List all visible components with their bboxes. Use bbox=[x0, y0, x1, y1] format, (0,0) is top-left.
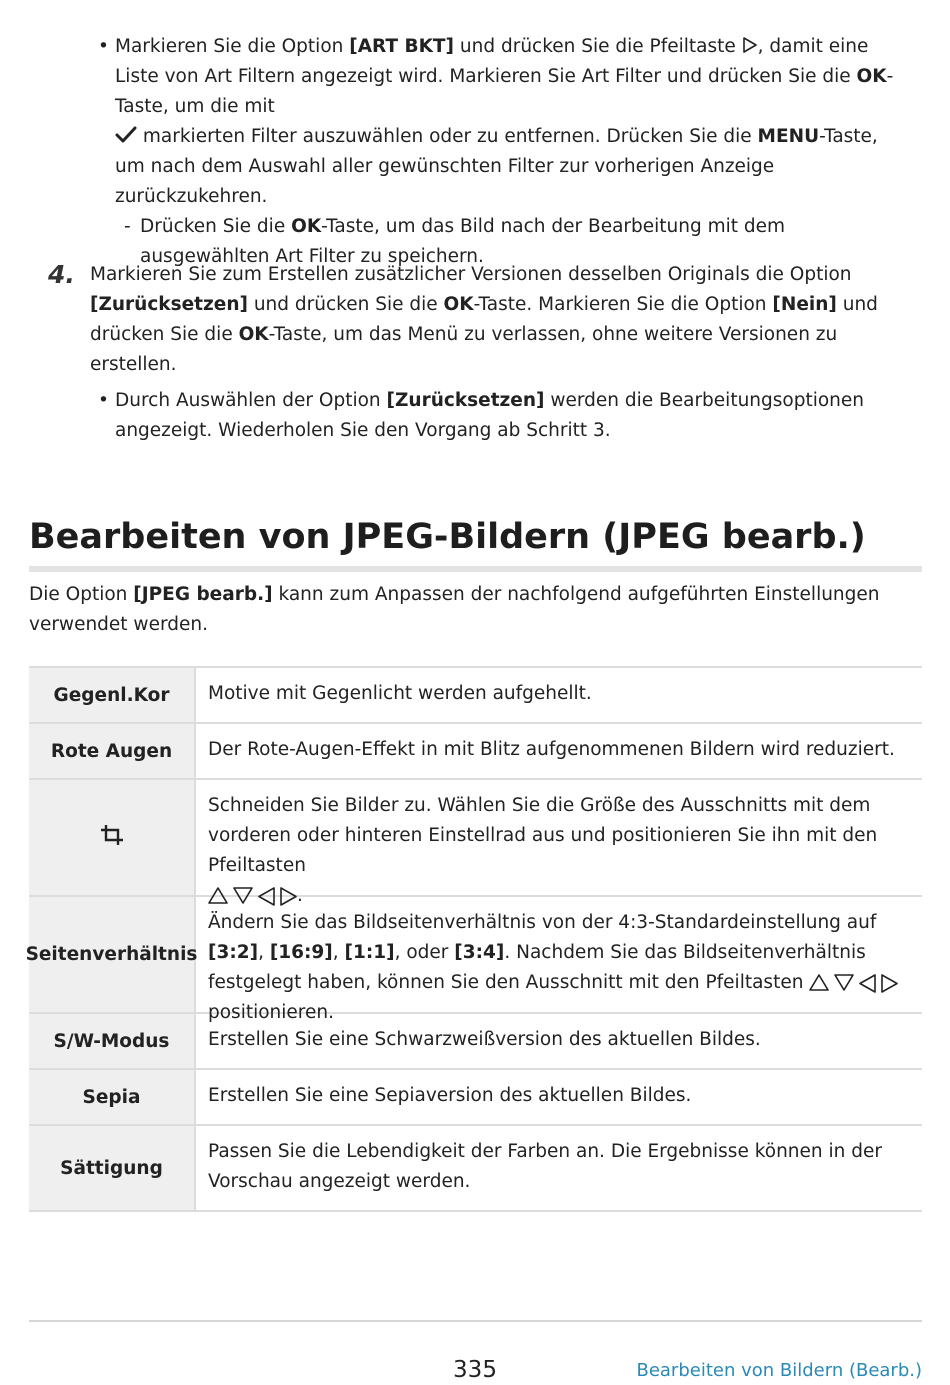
checkmark-icon bbox=[115, 126, 137, 147]
text-fragment: Markieren Sie die Option bbox=[115, 36, 350, 57]
section-intro bbox=[29, 580, 922, 640]
text-fragment: markierten Filter auszuwählen oder zu entfernen. Drücken Sie die bbox=[137, 126, 758, 147]
row-description bbox=[196, 897, 922, 1023]
arrow-keys-icon bbox=[809, 974, 898, 993]
row-header: Gegenl.Kor bbox=[29, 668, 196, 722]
table-row bbox=[29, 724, 922, 780]
row-header: S/W-Modus bbox=[29, 1014, 196, 1068]
option-zuruecksetzen: [Zurücksetzen] bbox=[386, 390, 545, 411]
section-link[interactable]: Bearbeiten von Bildern (Bearb.) bbox=[636, 1360, 922, 1381]
row-description: Erstellen Sie eine Sepiaversion des aktuellen Bildes. bbox=[208, 1085, 692, 1106]
text-fragment: -Taste, um das Menü zu verlassen, ohne weitere Versionen zu erstellen. bbox=[90, 324, 838, 375]
text-fragment: , bbox=[258, 942, 270, 963]
bullet-art-bkt bbox=[98, 32, 913, 212]
text-fragment: -Taste, um das Bild nach der Bearbeitung mit dem ausgewählten Art Filter zu speichern. bbox=[140, 216, 786, 267]
table-row bbox=[29, 1126, 922, 1212]
footer-divider bbox=[29, 1320, 922, 1322]
text-fragment: Die Option bbox=[29, 584, 134, 605]
text-fragment: Durch Auswählen der Option bbox=[115, 390, 387, 411]
option-nein: [Nein] bbox=[772, 294, 837, 315]
ok-key: OK bbox=[443, 294, 474, 315]
text-fragment: Ändern Sie das Bildseitenverhältnis von der 4:3-Standardeinstellung auf bbox=[208, 912, 877, 933]
option-16-9: [16:9] bbox=[269, 942, 333, 963]
bullet-dot: • bbox=[98, 36, 109, 57]
text-fragment: -Taste. Markieren Sie die Option bbox=[473, 294, 773, 315]
row-header: Rote Augen bbox=[29, 724, 196, 778]
table-row bbox=[29, 668, 922, 724]
row-header: Seitenverhältnis bbox=[29, 897, 196, 1012]
crop-icon bbox=[99, 823, 125, 852]
row-description: Motive mit Gegenlicht werden aufgehellt. bbox=[208, 683, 592, 704]
bullet-dot: • bbox=[98, 390, 109, 411]
option-3-4: [3:4] bbox=[454, 942, 505, 963]
text-fragment: Drücken Sie die bbox=[140, 216, 292, 237]
option-3-2: [3:2] bbox=[208, 942, 259, 963]
arrow-right-icon bbox=[742, 36, 758, 57]
step-4 bbox=[48, 260, 913, 446]
text-fragment: . bbox=[297, 885, 303, 906]
section-heading: Bearbeiten von JPEG-Bildern (JPEG bearb.) bbox=[29, 512, 922, 572]
table-row bbox=[25, 897, 922, 1023]
step-number: 4. bbox=[48, 260, 75, 289]
option-art-bkt: [ART BKT] bbox=[349, 36, 455, 57]
row-header: Sepia bbox=[29, 1070, 196, 1124]
text-fragment: . Nachdem Sie das Bildseitenverhältnis festgelegt haben, können Sie den Ausschnitt mit den Pfeiltasten bbox=[208, 942, 866, 993]
dash-marker: - bbox=[124, 216, 131, 237]
text-fragment: werden die Bearbeitungsoptionen angezeigt. Wiederholen Sie den Vorgang ab Schritt 3. bbox=[115, 390, 865, 441]
option-zuruecksetzen: [Zurücksetzen] bbox=[90, 294, 248, 315]
step-4-text bbox=[90, 260, 913, 380]
menu-key: MENU bbox=[757, 126, 820, 147]
text-fragment: , oder bbox=[394, 942, 455, 963]
text-fragment: -Taste, um die mit bbox=[115, 66, 894, 117]
text-fragment: Markieren Sie zum Erstellen zusätzlicher Versionen desselben Originals die Option bbox=[90, 264, 852, 285]
jpeg-edit-options-table bbox=[25, 666, 922, 1212]
text-fragment: positionieren. bbox=[208, 1002, 334, 1023]
row-description: Erstellen Sie eine Schwarzweißversion des aktuellen Bildes. bbox=[208, 1029, 761, 1050]
text-fragment: , bbox=[332, 942, 345, 963]
row-header: Sättigung bbox=[29, 1126, 196, 1210]
page-number: 335 bbox=[453, 1357, 497, 1383]
text-fragment: , damit eine Liste von Art Filtern angezeigt wird. Markieren Sie Art Filter und drücken Sie die bbox=[115, 36, 869, 87]
ok-key: OK bbox=[291, 216, 322, 237]
table-row bbox=[29, 1070, 922, 1126]
row-description: Passen Sie die Lebendigkeit der Farben an. Die Ergebnisse können in der Vorschau angezeigt werden. bbox=[208, 1141, 882, 1192]
text-fragment: und drücken Sie die bbox=[247, 294, 444, 315]
text-fragment: und drücken Sie die bbox=[90, 294, 878, 345]
row-description bbox=[196, 780, 922, 906]
text-fragment: und drücken Sie die Pfeiltaste bbox=[454, 36, 742, 57]
table-row bbox=[29, 780, 922, 906]
table-row bbox=[29, 1014, 922, 1070]
text-fragment: Schneiden Sie Bilder zu. Wählen Sie die Größe des Ausschnitts mit dem vorderen oder hinteren Einstellrad aus und positionieren Sie ihn mit den Pfeiltasten bbox=[208, 795, 878, 876]
option-1-1: [1:1] bbox=[344, 942, 395, 963]
row-description: Der Rote-Augen-Effekt in mit Blitz aufgenommenen Bildern wird reduziert. bbox=[208, 739, 895, 760]
art-bkt-instructions bbox=[98, 32, 913, 272]
text-fragment: -Taste, um nach dem Auswahl aller gewünschten Filter zur vorherigen Anzeige zurückzukehren. bbox=[115, 126, 878, 207]
row-header bbox=[29, 780, 196, 895]
text-fragment: kann zum Anpassen der nachfolgend aufgeführten Einstellungen verwendet werden. bbox=[29, 584, 880, 635]
ok-key: OK bbox=[856, 66, 887, 87]
option-jpeg-bearb: [JPEG bearb.] bbox=[133, 584, 273, 605]
ok-key: OK bbox=[238, 324, 269, 345]
step-4-bullet bbox=[98, 386, 913, 446]
